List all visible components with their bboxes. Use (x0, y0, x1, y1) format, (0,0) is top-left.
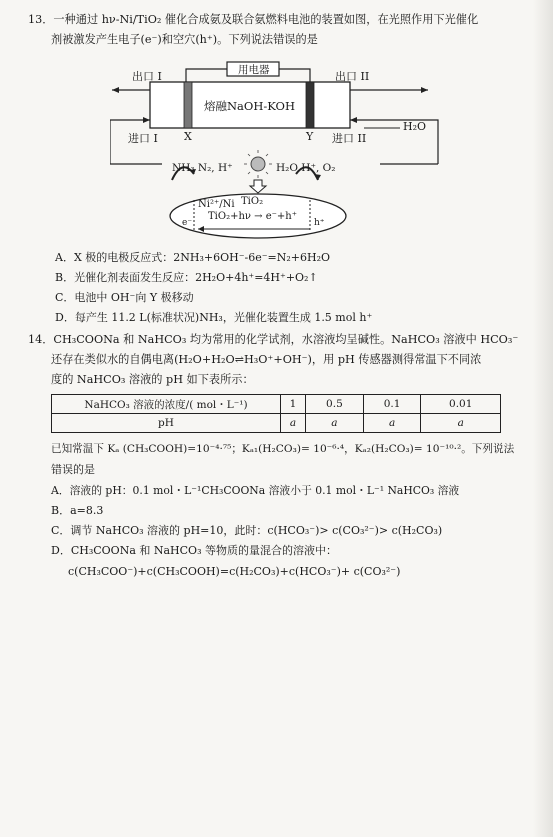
hole-label: h⁺ (314, 218, 325, 228)
inlet-2-label: 进口 II (332, 132, 367, 145)
fuel-cell-diagram (110, 60, 440, 240)
ph-table (51, 394, 501, 433)
q14-stem-line1: 14．CH₃COONa 和 NaHCO₃ 均为常用的化学试剂，水溶液均呈碱性。NaHCO₃ 溶液中 HCO₃⁻ (28, 333, 519, 346)
q14-stem-line3: 度的 NaHCO₃ 溶液的 pH 如下表所示： (51, 373, 254, 386)
q14-option-a: A．溶液的 pH：0.1 mol・L⁻¹CH₃COONa 溶液小于 0.1 mol・L⁻¹ NaHCO₃ 溶液 (51, 484, 460, 497)
q14-option-b: B．a=8.3 (51, 504, 104, 517)
table-cell: a (421, 414, 501, 433)
outlet-2-label: 出口 II (335, 70, 370, 83)
q14-option-d: D．CH₃COONa 和 NaHCO₃ 等物质的量混合的溶液中： (51, 544, 337, 557)
q13-option-c: C．电池中 OH⁻向 Y 极移动 (55, 291, 194, 304)
q14-option-d-equation: c(CH₃COO⁻)+c(CH₃COOH)=c(H₂CO₃)+c(HCO₃⁻)+ c(CO₃²⁻) (68, 565, 401, 578)
table-row (52, 395, 501, 414)
table-cell: 1 (281, 395, 306, 414)
q13-stem-line1: 13．一种通过 hν-Ni/TiO₂ 催化合成氨及联合氨燃料电池的装置如图，在光照作用下光催化 (28, 13, 479, 26)
electron-label: e⁻ (182, 218, 193, 228)
water-inlet-label: H₂O (403, 120, 427, 133)
table-cell: 0.1 (363, 395, 421, 414)
table-row (52, 414, 501, 433)
appliance-label: 用电器 (238, 64, 270, 76)
q14-stem-line2: 还存在类似水的自偶电离(H₂O+H₂O⇌H₃O⁺+OH⁻)，用 pH 传感器测得常温下不同浓 (51, 353, 482, 366)
q13-option-b: B．光催化剂表面发生反应：2H₂O+4h⁺=4H⁺+O₂↑ (55, 271, 318, 284)
electrolyte-label: 熔融NaOH-KOH (204, 99, 296, 113)
electrode-y-label: Y (306, 130, 314, 143)
right-species-label: H₂O H⁺, O₂ (276, 162, 336, 174)
reaction-label: TiO₂+hν → e⁻+h⁺ (208, 211, 298, 222)
table-header-concentration: NaHCO₃ 溶液的浓度/( mol・L⁻¹) (52, 395, 281, 414)
tio2-label: TiO₂ (241, 196, 264, 207)
q13-option-d: D．每产生 11.2 L(标准状况)NH₃，光催化装置生成 1.5 mol h⁺ (55, 311, 373, 324)
page-edge-shadow (533, 0, 553, 837)
inlet-1-label: 进口 I (128, 132, 158, 145)
outlet-1-label: 出口 I (132, 70, 162, 83)
q14-known-line1: 已知常温下 Kₐ (CH₃COOH)=10⁻⁴·⁷⁵；Kₐ₁(H₂CO₃)= 10⁻⁶·⁴，Kₐ₂(H₂CO₃)= 10⁻¹⁰·²。下列说法 (51, 443, 515, 455)
left-species-label: NH₃ N₂, H⁺ (172, 162, 233, 174)
table-cell: 0.01 (421, 395, 501, 414)
ni-label: Ni²⁺/Ni (198, 199, 235, 210)
table-cell: a (306, 414, 364, 433)
q13-stem-line2: 剂被激发产生电子(e⁻)和空穴(h⁺)。下列说法错误的是 (51, 33, 318, 46)
table-cell: 0.5 (306, 395, 364, 414)
table-cell: a (281, 414, 306, 433)
table-header-ph: pH (52, 414, 281, 433)
q14-option-c: C．调节 NaHCO₃ 溶液的 pH=10，此时：c(HCO₃⁻)> c(CO₃²⁻)> c(H₂CO₃) (51, 524, 443, 537)
electrode-x-label: X (184, 130, 192, 143)
q13-option-a: A．X 极的电极反应式：2NH₃+6OH⁻-6e⁻=N₂+6H₂O (55, 251, 331, 264)
table-cell: a (363, 414, 421, 433)
q14-known-line2: 错误的是 (51, 463, 95, 476)
